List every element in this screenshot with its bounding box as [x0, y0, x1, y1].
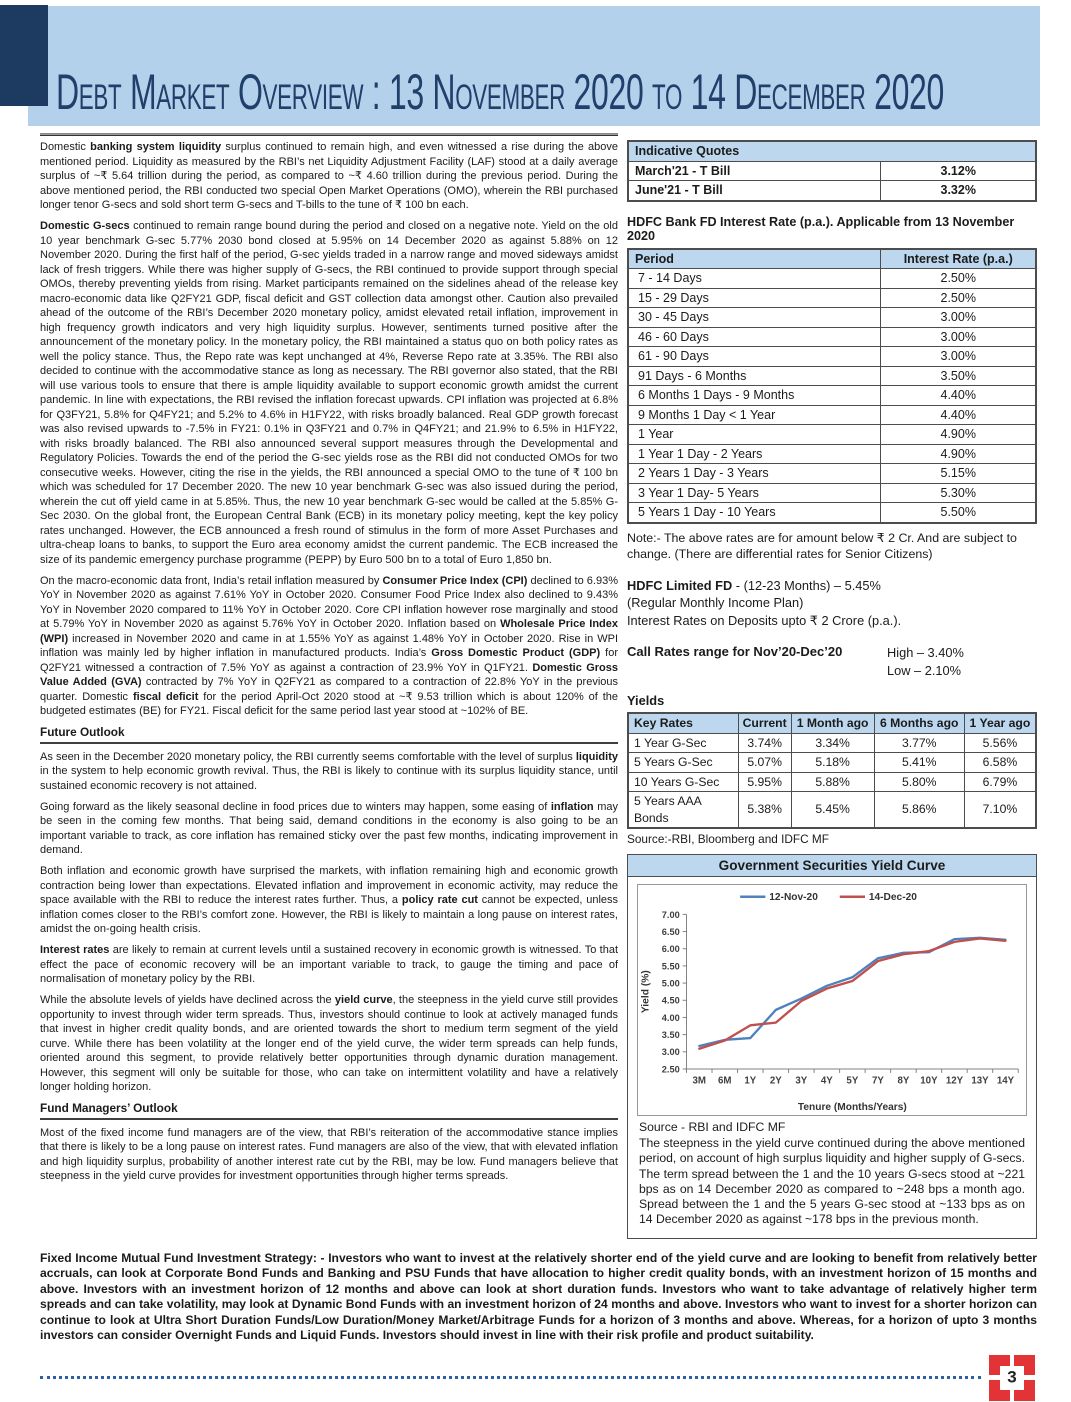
row-value: 5.07%: [738, 753, 791, 773]
table-row: [628, 503, 1036, 523]
svg-text:Tenure (Months/Years): Tenure (Months/Years): [797, 1102, 907, 1114]
row-value: 3.50%: [881, 366, 1036, 386]
svg-text:3.50: 3.50: [661, 1030, 680, 1041]
row-value: 2.50%: [881, 269, 1036, 289]
paragraph: Going forward as the likely seasonal decline in food prices due to winters may happen, some easing of inflation may be seen in the coming few months. That being said, demand conditions in the economy is also going to be an important variable to track, as core inflation has remained sticky over the past few months, indicating improvement in demand.: [40, 800, 618, 856]
row-label: 46 - 60 Days: [628, 327, 881, 347]
column-header: Interest Rate (p.a.): [881, 249, 1036, 269]
table-row: [628, 772, 1036, 792]
row-label: 6 Months 1 Days - 9 Months: [628, 386, 881, 406]
row-value: 4.90%: [881, 425, 1036, 445]
column-header: 1 Month ago: [791, 713, 874, 733]
footer-dotted-line: [40, 1376, 981, 1379]
section-heading: Fund Managers’ Outlook: [40, 1101, 618, 1120]
row-label: 10 Years G-Sec: [628, 772, 738, 792]
call-rates-values: [887, 644, 1037, 680]
row-value: 5.18%: [791, 753, 874, 773]
row-value: 3.77%: [874, 733, 964, 753]
svg-text:14-Dec-20: 14-Dec-20: [868, 892, 917, 904]
svg-text:12-Nov-20: 12-Nov-20: [769, 892, 818, 904]
row-value: 5.41%: [874, 753, 964, 773]
row-value: 4.90%: [881, 444, 1036, 464]
chart-source: Source - RBI and IDFC MF: [639, 1120, 786, 1134]
row-label: 1 Year G-Sec: [628, 733, 738, 753]
paragraph: Fixed Income Mutual Fund Investment Strategy: - Investors who want to invest at the relatively shorter end of the yield curve and are looking to benefit from relatively better accruals, can look at Corporate Bond Funds and Banking and PSU Funds that have allocation to higher credit quality bonds, with an investment horizon of 15 months and above. Investors with an investment horizon of 12 months and above can look at short duration funds. Investors who want to take advantage of relatively higher term spreads and can take volatility, may look at Dynamic Bond Funds with an investment horizon of 24 months and above. Investors who want to invest for a shorter horizon can continue to look at Ultra Short Duration Funds/Low Duration/Money Market/Arbitrage Funds for a horizon of 3 months and above. Whereas, for a horizon of upto 3 months investors can consider Overnight Funds and Liquid Funds. Investors should invest in line with their risk profile and product suitability.: [40, 1250, 1037, 1343]
paragraph: HDFC Limited FD - (12-23 Months) – 5.45%: [627, 577, 881, 593]
svg-text:3Y: 3Y: [795, 1075, 808, 1087]
row-value: 7.10%: [964, 792, 1036, 829]
chart-title: Government Securities Yield Curve: [628, 855, 1036, 877]
svg-text:6M: 6M: [718, 1075, 732, 1087]
yield-curve-panel: [627, 854, 1037, 1239]
row-value: 3.12%: [881, 161, 1036, 181]
row-label: March'21 - T Bill: [628, 161, 881, 181]
row-value: 3.74%: [738, 733, 791, 753]
svg-text:6.00: 6.00: [661, 944, 680, 955]
svg-text:4Y: 4Y: [820, 1075, 833, 1087]
row-value: 2.50%: [881, 288, 1036, 308]
row-label: 2 Years 1 Day - 3 Years: [628, 464, 881, 484]
header-navy-block: [0, 5, 48, 106]
table-row: [628, 444, 1036, 464]
svg-text:7Y: 7Y: [871, 1075, 884, 1087]
row-value: 5.50%: [881, 503, 1036, 523]
page-number-badge: [989, 1355, 1035, 1401]
fd-rates-heading: HDFC Bank FD Interest Rate (p.a.). Applicable from 13 November 2020: [627, 214, 1015, 243]
page-title: Debt Market Overview : 13 November 2020 to 14 December 2020: [56, 64, 944, 120]
row-label: 1 Year 1 Day - 2 Years: [628, 444, 881, 464]
table-row: [628, 347, 1036, 367]
section-heading: Future Outlook: [40, 725, 618, 744]
paragraph: As seen in the December 2020 monetary policy, the RBI currently seems comfortable with the level of surplus liquidity in the system to help economic growth revival. Thus, the RBI is likely to continue with its surplus liquidity stance, until sustained economic recovery is not attained.: [40, 750, 618, 792]
svg-text:8Y: 8Y: [897, 1075, 910, 1087]
call-rate-high: High – 3.40%: [887, 645, 964, 660]
row-label: 91 Days - 6 Months: [628, 366, 881, 386]
table-row: [628, 308, 1036, 328]
table-row: [628, 181, 1036, 201]
paragraph: (Regular Monthly Income Plan): [627, 595, 804, 610]
svg-text:3M: 3M: [692, 1075, 706, 1087]
row-value: 4.40%: [881, 405, 1036, 425]
table-row: [628, 483, 1036, 503]
svg-text:5.00: 5.00: [661, 978, 680, 989]
row-value: 5.80%: [874, 772, 964, 792]
row-label: 9 Months 1 Day < 1 Year: [628, 405, 881, 425]
row-value: 3.00%: [881, 347, 1036, 367]
column-header: 1 Year ago: [964, 713, 1036, 733]
row-value: 5.30%: [881, 483, 1036, 503]
table-row: [628, 792, 1036, 829]
table-row: [628, 269, 1036, 289]
indicative-quotes-table: [627, 140, 1037, 202]
svg-text:14Y: 14Y: [996, 1075, 1015, 1087]
svg-text:12Y: 12Y: [945, 1075, 964, 1087]
row-value: 3.34%: [791, 733, 874, 753]
paragraph: Both inflation and economic growth have surprised the markets, with inflation remaining high and economic growth contraction being lower than expectations. Elevated inflation and improvement in economic activity, may reduce the space available with the RBI to reduce the interest rates further. Thus, a policy rate cut cannot be expected, unless inflation comes closer to the RBI’s comfort zone. However, the RBI is likely to maintain a long pause on interest rates, amidst the on-going health crisis.: [40, 865, 619, 935]
column-header: Key Rates: [628, 713, 738, 733]
row-label: June'21 - T Bill: [628, 181, 881, 201]
hdfc-limited-fd: [627, 577, 1037, 630]
table-row: [628, 405, 1036, 425]
table-title: Indicative Quotes: [628, 141, 1036, 161]
yields-heading: Yields: [627, 693, 665, 708]
fd-note: Note:- The above rates are for amount below ₹ 2 Cr. And are subject to change. (There are differential rates for Senior Citizens): [627, 530, 1017, 561]
table-row: [628, 327, 1036, 347]
row-value: 4.40%: [881, 386, 1036, 406]
left-column: [40, 140, 618, 1190]
paragraph: On the macro-economic data front, India’s retail inflation measured by Consumer Price Index (CPI) declined to 6.93% YoY in November 2020 as against 7.61% YoY in October 2020. Consumer Food Price Index also declined to 9.43% YoY in November 2020 compared to 11% YoY in October 2020. Core CPI inflation however rose marginally and stood at 5.79% YoY in November 2020 as against 5.76% YoY in October 2020. Inflation based on Wholesale Price Index (WPI) increased in November 2020 and came in at 1.55% YoY as against 1.48% YoY in October 2020. Rise in WPI inflation was mainly led by higher inflation in manufactured products. India’s Gross Domestic Product (GDP) for Q2FY21 witnessed a contraction of 7.5% YoY as against a contraction of 23.9% YoY in Q1FY21. Domestic Gross Value Added (GVA) contracted by 7% YoY in Q2FY21 as compared to a contraction of 22.8% YoY in the previous quarter. Domestic fiscal deficit for the period April-Oct 2020 stood at ~₹ 9.53 trillion which is about 120% of the budgeted estimates (BE) for FY21. Fiscal deficit for the same period last year stood at ~102% of BE.: [40, 574, 619, 717]
fd-rates-table: [627, 248, 1037, 524]
paragraph: While the absolute levels of yields have declined across the yield curve, the steepness in the yield curve still provides opportunity to invest through wider term spreads. Thus, investors should continue to look at actively managed funds that invest in higher credit quality bonds, and are oriented towards the short to medium term segment of the yield curve. While there has been volatility at the longer end of the yield curve, the wider term spreads can help funds, oriented around this segment, to provide relatively better opportunities through dynamic duration management. However, this segment will only be suitable for those, who can take on intermittent volatility and have a relatively longer holding horizon.: [40, 994, 619, 1093]
row-value: 5.56%: [964, 733, 1036, 753]
svg-text:10Y: 10Y: [920, 1075, 938, 1087]
row-label: 5 Years 1 Day - 10 Years: [628, 503, 881, 523]
row-label: 15 - 29 Days: [628, 288, 881, 308]
call-rate-low: Low – 2.10%: [887, 663, 961, 678]
row-value: 6.79%: [964, 772, 1036, 792]
svg-text:7.00: 7.00: [661, 909, 680, 920]
svg-text:6.50: 6.50: [661, 926, 680, 937]
row-value: 5.88%: [791, 772, 874, 792]
row-value: 6.58%: [964, 753, 1036, 773]
row-label: 3 Year 1 Day- 5 Years: [628, 483, 881, 503]
table-row: [628, 161, 1036, 181]
row-value: 5.38%: [738, 792, 791, 829]
table-row: [628, 753, 1036, 773]
row-value: 3.32%: [881, 181, 1036, 201]
row-value: 3.00%: [881, 308, 1036, 328]
table-row: [628, 386, 1036, 406]
yield-curve-svg: [638, 885, 1026, 1115]
table-row: [628, 288, 1036, 308]
row-label: 61 - 90 Days: [628, 347, 881, 367]
svg-text:5.50: 5.50: [661, 961, 680, 972]
row-label: 7 - 14 Days: [628, 269, 881, 289]
row-label: 30 - 45 Days: [628, 308, 881, 328]
call-rates-label: Call Rates range for Nov’20-Dec’20: [627, 644, 843, 659]
svg-text:4.00: 4.00: [661, 1012, 680, 1023]
svg-text:2Y: 2Y: [769, 1075, 782, 1087]
svg-text:1Y: 1Y: [744, 1075, 757, 1087]
row-value: 3.00%: [881, 327, 1036, 347]
row-value: 5.45%: [791, 792, 874, 829]
table-row: [628, 464, 1036, 484]
svg-text:2.50: 2.50: [661, 1064, 680, 1075]
paragraph: Interest rates are likely to remain at current levels until a sustained recovery in economic growth is witnessed. To that effect the pace of economic recovery will be an important variable to track, to gauge the timing and pace of normalisation of monetary policy by the RBI.: [40, 944, 618, 985]
main-content: [0, 136, 1071, 1239]
page-footer: [40, 1354, 1037, 1402]
svg-text:13Y: 13Y: [971, 1075, 989, 1087]
row-value: 5.15%: [881, 464, 1036, 484]
row-value: 5.95%: [738, 772, 791, 792]
paragraph: Interest Rates on Deposits upto ₹ 2 Crore (p.a.).: [627, 612, 902, 628]
table-row: [628, 733, 1036, 753]
column-header: 6 Months ago: [874, 713, 964, 733]
page-header: [0, 0, 1071, 131]
svg-text:5Y: 5Y: [846, 1075, 859, 1087]
paragraph: Most of the fixed income fund managers are of the view, that RBI’s reiteration of the accommodative stance implies that there is likely to be a long pause on interest rates. Fund managers are also of the view, that with elevated inflation and high liquidity surplus, probability of another interest rate cut by the RBI, may be low. Fund managers believe that steepness in the yield curve provides for investment opportunities through higher terms spreads.: [40, 1126, 618, 1182]
yields-source: Source:-RBI, Bloomberg and IDFC MF: [627, 832, 829, 846]
yield-curve-chart: [637, 884, 1027, 1116]
right-column: [627, 140, 1037, 1239]
page-number: 3: [1007, 1367, 1017, 1387]
yields-table: [627, 712, 1037, 829]
table-row: [628, 366, 1036, 386]
row-label: 1 Year: [628, 425, 881, 445]
chart-body: [628, 877, 1036, 1238]
table-row: [628, 425, 1036, 445]
svg-text:3.00: 3.00: [661, 1047, 680, 1058]
column-header: Period: [628, 249, 881, 269]
column-header: Current: [738, 713, 791, 733]
svg-text:Yield (%): Yield (%): [640, 970, 652, 1014]
steepness-paragraph: The steepness in the yield curve continued during the above mentioned period, on account of high surplus liquidity and higher supply of G-secs. The term spread between the 1 and the 10 years G-secs stood at ~221 bps as on 14 December 2020 as compared to ~248 bps a month ago. Spread between the 1 and the 5 years G-sec stood at ~133 bps as on 14 December 2020 as against ~178 bps in the previous month.: [639, 1136, 1025, 1227]
row-label: 5 Years AAA Bonds: [628, 792, 738, 829]
paragraph: Domestic G-secs continued to remain range bound during the period and closed on a negative note. Yield on the old 10 year benchmark G-sec 5.77% 2030 bond closed at 5.95% on 14 December 2020 as against 5.88% on 12 November 2020. During the first half of the period, G-sec yields traded in a narrow range and moved sideways amidst lack of fresh triggers. While there was higher supply of G-secs, the RBI continued to provide support through special OMOs, thereby preventing yields from rising. Market participants remained on the sidelines ahead of the release key macro-economic data like Q2FY21 GDP, fiscal deficit and GST collection data amongst other. Caution also prevailed ahead of the outcome of the RBI’s December 2020 monetary policy, amidst elevated retail inflation, improvement in high frequency growth indicators and very high liquidity surplus. However, sentiments turned positive after the announcement of the monetary policy. In the monetary policy, the RBI maintained a status quo on both policy rates as well the policy stance. Thus, the Repo rate was kept unchanged at 4%, Reverse Repo rate at 3.35%. The RBI also decided to continue with the accommodative stance as long as necessary. The RBI governor also stated, that the RBI will use various tools to ensure that there is ample liquidity available to support economic growth amidst the current pandemic. In line with expectations, the RBI revised the inflation forecast upwards. CPI inflation was projected at 6.8% for Q3FY21, 5.8% for Q4FY21; and 5.2% to 4.6% in H1FY22, with risks broadly balanced. Real GDP growth forecast was also revised upwards to -7.5% in FY21: 0.1% in Q3FY21 and 0.7% in Q4FY21; and 21.9% to 6.5% in H1FY22, with risks broadly balanced. The RBI also announced several support measures through the Developmental and Regulatory Policies. Towards the end of the period the G-sec yields rose as the RBI did not conducted OMOs for two consecutive weeks. However, citing the rise in the yields, the RBI announced a special OMO to the tune of ₹ 100 bn which was scheduled for 17 December 2020. The new 10 year benchmark G-sec was also issued during the period, wherein the cut off yield came in at 5.85%. Thus, the new 10 year benchmark G-sec would be called at the 5.85% G-Sec 2030. On the global front, the European Central Bank (ECB) in its monetary policy meeting, kept the key policy rates unchanged. However, the ECB announced a fresh round of stimulus in the form of more Asset Purchases and ultra-cheap loans to banks, to support the Euro area economy amidst the current pandemic. The ECB increased the size of its pandemic emergency purchase programme (PEPP) by Euro 500 bn to a total of Euro 1,850 bn.: [40, 220, 618, 566]
row-label: 5 Years G-Sec: [628, 753, 738, 773]
call-rates: [627, 644, 1037, 680]
investment-strategy: [0, 1239, 1071, 1344]
paragraph: Domestic banking system liquidity surplus continued to remain high, and even witnessed a rise during the above mentioned period. Liquidity as measured by the RBI’s net Liquidity Adjustment Facility (LAF) stood at a daily average surplus of ~₹ 5.64 trillion during the period, as compared to ~₹ 4.60 trillion during the previous period. During the above mentioned period, the RBI conducted two special Open Market Operations (OMO), wherein the RBI purchased longer tenor G-secs and sold short term G-secs and T-bills to the tune of ₹ 100 bn each.: [40, 141, 618, 211]
svg-text:4.50: 4.50: [661, 995, 680, 1006]
row-value: 5.86%: [874, 792, 964, 829]
